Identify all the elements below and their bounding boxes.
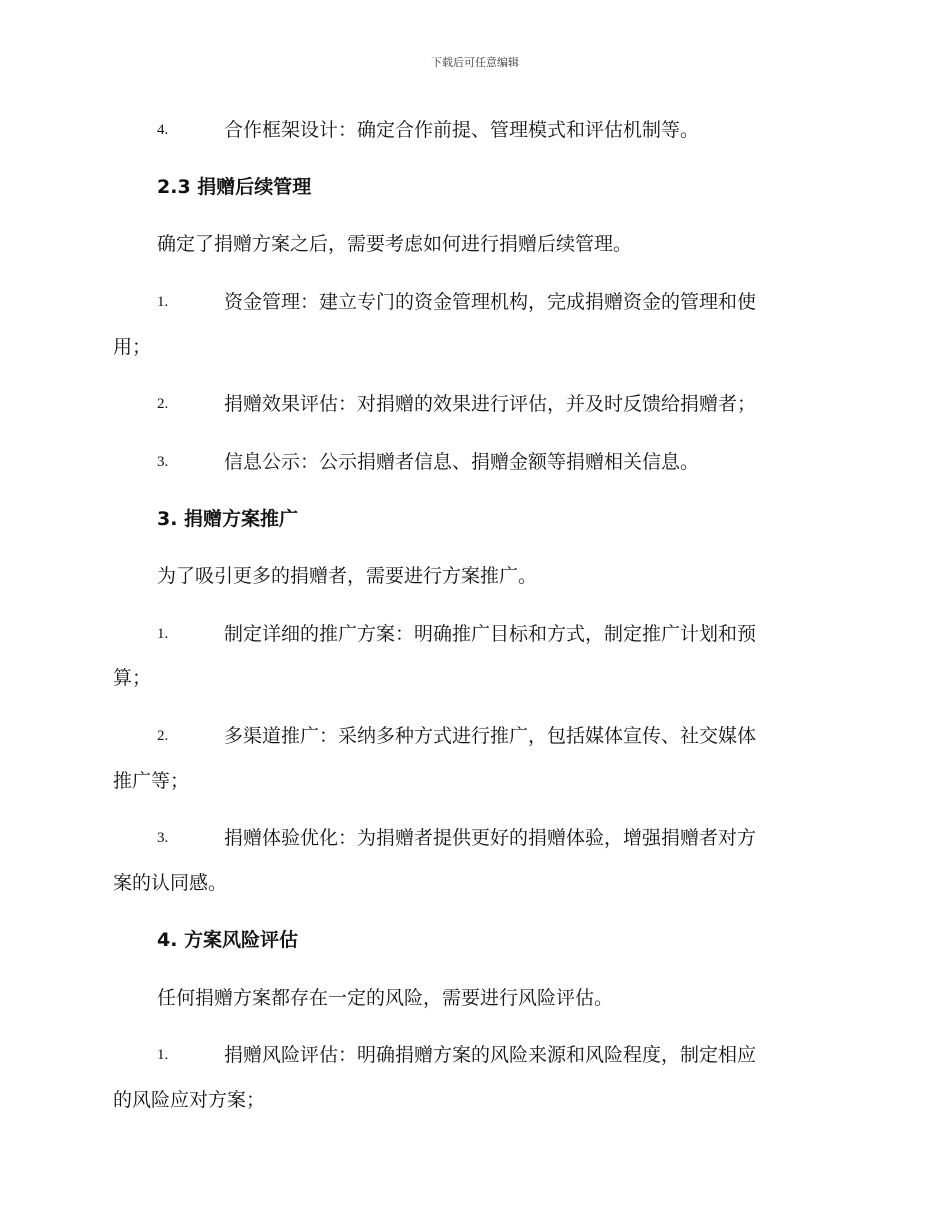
section-heading: 4. 方案风险评估 bbox=[157, 929, 299, 951]
list-number: 3. bbox=[157, 830, 169, 846]
list-item-text: 捐赠效果评估：对捐赠的效果进行评估，并及时反馈给捐赠者； bbox=[224, 393, 757, 415]
page-header: 下载后可任意编辑 bbox=[431, 56, 519, 69]
list-item-text: 资金管理：建立专门的资金管理机构，完成捐赠资金的管理和使 bbox=[224, 291, 757, 313]
section-heading: 2.3 捐赠后续管理 bbox=[157, 176, 312, 198]
list-number: 1. bbox=[157, 626, 169, 642]
list-number: 2. bbox=[157, 728, 169, 744]
paragraph: 确定了捐赠方案之后，需要考虑如何进行捐赠后续管理。 bbox=[157, 233, 633, 255]
list-item-text: 捐赠风险评估：明确捐赠方案的风险来源和风险程度，制定相应 bbox=[224, 1044, 757, 1066]
list-item-text: 信息公示：公示捐赠者信息、捐赠金额等捐赠相关信息。 bbox=[224, 451, 700, 473]
paragraph: 任何捐赠方案都存在一定的风险，需要进行风险评估。 bbox=[157, 987, 614, 1009]
list-number: 2. bbox=[157, 396, 169, 412]
list-number: 4. bbox=[157, 122, 169, 138]
list-item-text: 多渠道推广：采纳多种方式进行推广，包括媒体宣传、社交媒体 bbox=[224, 725, 757, 747]
list-item-text: 合作框架设计：确定合作前提、管理模式和评估机制等。 bbox=[224, 119, 700, 141]
list-item-continuation: 推广等； bbox=[113, 770, 190, 792]
section-heading: 3. 捐赠方案推广 bbox=[157, 508, 299, 530]
list-item-continuation: 算； bbox=[113, 667, 152, 689]
list-item-continuation: 的风险应对方案； bbox=[113, 1089, 266, 1111]
paragraph: 为了吸引更多的捐赠者，需要进行方案推广。 bbox=[157, 565, 538, 587]
list-item-text: 制定详细的推广方案：明确推广目标和方式，制定推广计划和预 bbox=[224, 623, 757, 645]
list-item-continuation: 用； bbox=[113, 336, 152, 358]
list-item-continuation: 案的认同感。 bbox=[113, 872, 228, 894]
list-number: 1. bbox=[157, 1047, 169, 1063]
list-number: 3. bbox=[157, 454, 169, 470]
list-item-text: 捐赠体验优化：为捐赠者提供更好的捐赠体验，增强捐赠者对方 bbox=[224, 827, 757, 849]
list-number: 1. bbox=[157, 294, 169, 310]
